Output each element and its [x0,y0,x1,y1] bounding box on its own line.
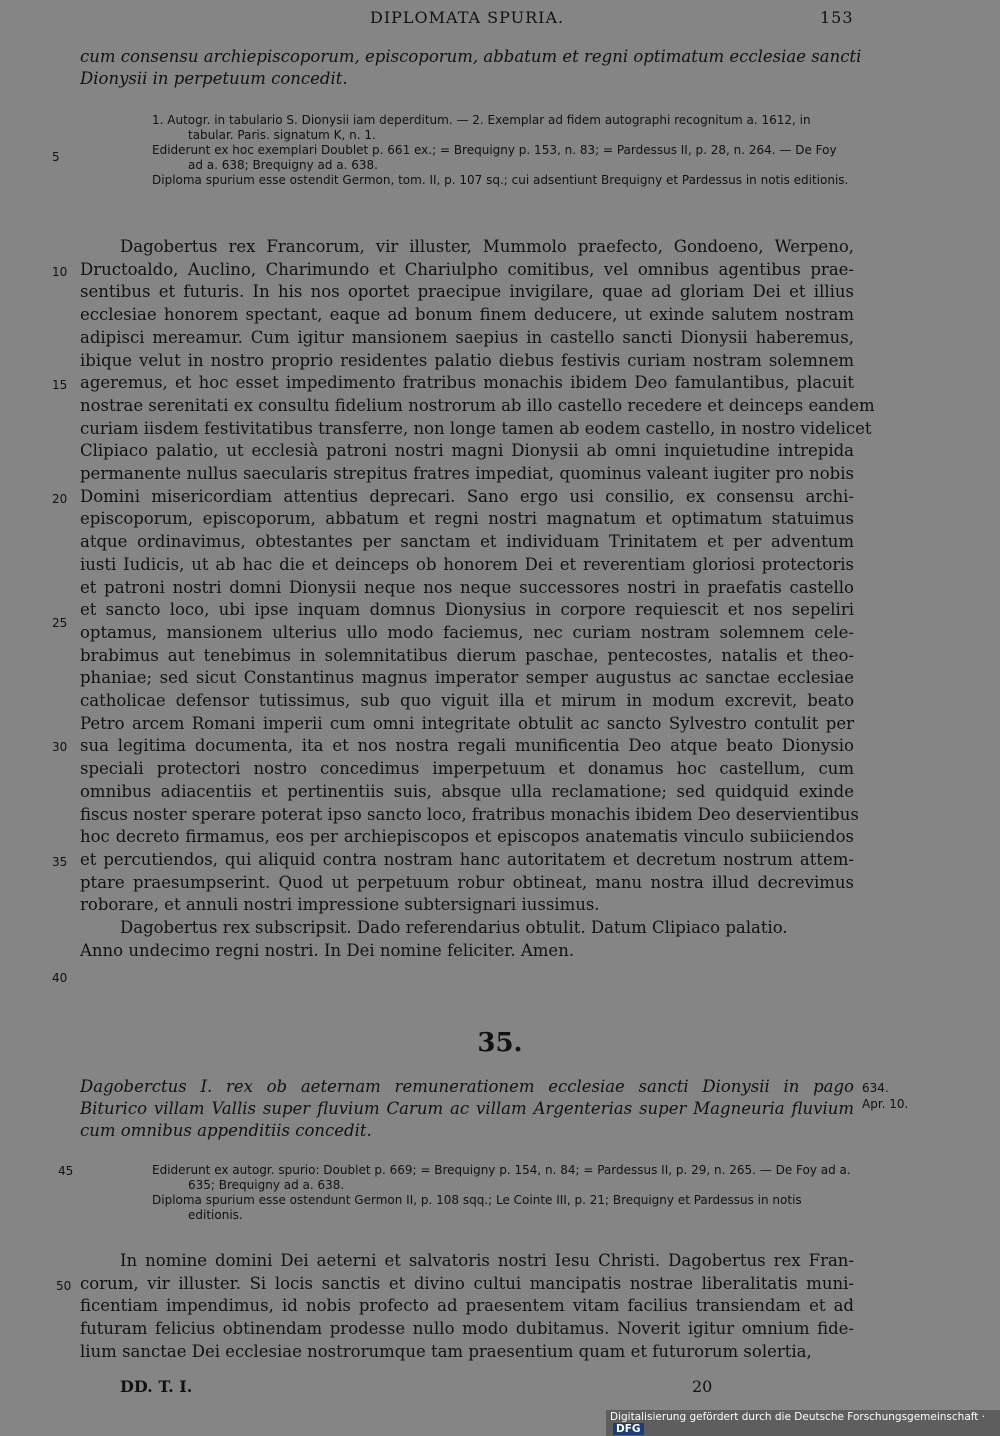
line-number: 15 [52,378,68,392]
charter-text [80,236,875,963]
text-line: Dagobertus rex Francorum, vir illuster, Mummolo praefecto, Gondoeno, Werpeno, [120,237,854,256]
text-line: ageremus, et hoc esset impedimento fratribus monachis ibidem Deo famulantibus, placuit [80,373,854,393]
line-number: 5 [52,150,60,164]
line-number: 20 [52,492,68,506]
running-header [0,8,1000,30]
text-line: futuram felicius obtinendam prodesse nullo modo dubitamus. Noverit igitur omnium fide- [80,1319,854,1339]
text-line: Dagobertus rex subscripsit. Dado referendarius obtulit. Datum Clipiaco palatio. [120,918,788,938]
note-item: Ediderunt ex hoc exemplari Doublet p. 661 ex.; = Brequigny p. 153, n. 83; = Pardessus II, p. 28, n. 264. — De Foy ad a. 638; Brequigny ad a. 638. [152,143,837,172]
text-line: et percutiendos, qui aliquid contra nostram hanc autoritatem et decretum nostrum attem- [80,849,854,869]
text-line: ecclesiae honorem spectant, eaque ad bonum finem deducere, ut exinde salutem nostram [80,305,854,325]
text-line: permanente nullus saecularis strepitus fratres impediat, quominus valeant iugiter pro nobis [80,464,854,484]
text-line: optamus, mansionem ulterius ullo modo faciemus, nec curiam nostram solemnem cele- [80,622,854,642]
preceding-title [80,46,862,90]
text-line: brabimus aut tenebimus in solemnitatibus dierum paschae, pentecostes, natalis et theo- [80,645,854,665]
critical-notes-35 [152,1163,852,1223]
funding-text: Digitalisierung gefördert durch die Deutsche Forschungsgemeinschaft · [610,1411,986,1423]
text-line: omnibus adiacentiis et pertinentiis suis, absque ulla reclamatione; sed quidquid exinde [80,781,854,801]
note-item: Diploma spurium esse ostendunt Germon II, p. 108 sqq.; Le Cointe III, p. 21; Brequigny et Pardessus in notis editionis. [152,1193,802,1222]
text-line: adipisci mereamur. Cum igitur mansionem saepius in castello sancti Dionysii haberemus, [80,327,854,347]
text-line: catholicae defensor tutissimus, sub quo viguit illa et mirum in modum excrevit, beato [80,691,854,711]
text-line: ficentiam impendimus, id nobis profecto ad praesentem vitam facilius transiendam et ad [80,1296,854,1316]
margin-date [862,1080,908,1112]
line-number: 10 [52,265,68,279]
text-line: phaniae; sed sicut Constantinus magnus imperator semper augustus ac sanctae ecclesiae [80,668,854,688]
text-line: In nomine domini Dei aeterni et salvatoris nostri Iesu Christi. Dagobertus rex Fran- [120,1251,854,1270]
text-line: hoc decreto firmamus, eos per archiepiscopos et episcopos anatematis vinculo subiiciendos [80,827,854,847]
note-item: Ediderunt ex autogr. spurio: Doublet p. 669; = Brequigny p. 154, n. 84; = Pardessus II, p. 29, n. 265. — De Foy ad a. 635; Brequigny ad a. 638. [152,1163,851,1192]
text-line: Clipiaco palatio, ut ecclesià patroni nostri magni Dionysii ab omni inquietudine intrepida [80,441,854,461]
page-number: 153 [820,8,854,27]
intro-line: cum consensu archiepiscoporum, episcoporum, abbatum et regni optimatum ecclesiae sancti [80,47,862,66]
text-line: Petro arcem Romani imperii cum omni integritate obtulit ac sancto Sylvestro contulit per [80,713,854,733]
document-title [80,1076,854,1142]
text-line: speciali protectori nostro concedimus imperpetuum et donamus hoc castellum, cum [80,759,854,779]
text-line: Anno undecimo regni nostri. In Dei nomine feliciter. Amen. [80,940,575,960]
text-line: et patroni nostri domni Dionysii neque nos neque successores nostri in praefatis castello [80,577,854,597]
text-line: atque ordinavimus, obtestantes per sanctam et individuam Trinitatem et per adventum [80,532,854,552]
text-line: Domini misericordiam attentius deprecari. Sano ergo usi consilio, ex consensu archi- [80,486,854,506]
note-item: 1. Autogr. in tabulario S. Dionysii iam deperditum. — 2. Exemplar ad fidem autographi recognitum a. 1612, in tabular. Paris. signatum K, n. 1. [152,113,811,142]
line-number: 50 [56,1279,72,1293]
note-item: Diploma spurium esse ostendit Germon, tom. II, p. 107 sq.; cui adsentiunt Brequigny et Pardessus in notis editionis. [152,173,849,187]
text-line: roborare, et annuli nostri impressione subtersignari iussimus. [80,895,600,915]
charter-text-35 [80,1250,854,1364]
text-line: sentibus et futuris. In his nos oportet praecipue invigilare, quae ad gloriam Dei et illius [80,282,854,302]
text-line: curiam iisdem festivitatibus transferre, non longe tamen ab eodem castello, in nostro videlicet [80,418,872,438]
text-line: fiscus noster sperare poterat ipso sancto loco, fratribus monachis ibidem Deo deservientibus [80,804,859,824]
line-number: 45 [58,1164,74,1178]
text-line: nostrae serenitati ex consultu fidelium nostrorum ab illo castello recedere et deinceps eandem [80,395,875,415]
date-year: 634. [862,1081,889,1095]
date-day: Apr. 10. [862,1097,909,1111]
running-title: DIPLOMATA SPURIA. [370,8,565,27]
text-line: episcoporum, episcoporum, abbatum et regni nostri magnatum et optimatum statuimus [80,509,854,529]
line-number: 30 [52,740,68,754]
text-line: ptare praesumpserint. Quod ut perpetuum robur obtineat, manu nostra illud decrevimus [80,872,854,892]
line-number: 40 [52,971,68,985]
signature-mark: DD. T. I. [120,1377,193,1396]
sheet-number: 20 [692,1377,713,1396]
line-number: 25 [52,616,68,630]
line-number: 35 [52,855,68,869]
document-number: 35. [477,1028,523,1058]
text-line: corum, vir illuster. Si locis sanctis et divino cultui mancipatis nostrae liberalitatis muni- [80,1273,854,1293]
title-line: cum omnibus appenditiis concedit. [80,1121,372,1140]
text-line: ibique velut in nostro proprio residentes palatio diebus festivis curiam nostram solemnem [80,350,854,370]
funding-notice [606,1410,1000,1436]
text-line: iusti Iudicis, ut ab hac die et deinceps ob honorem Dei et reverentiam gloriosi protectoris [80,554,854,574]
dfg-logo: DFG [613,1423,644,1435]
text-line: lium sanctae Dei ecclesiae nostrorumque tam praesentium quam et futurorum solertia, [80,1341,812,1361]
title-line: Dagoberctus I. rex ob aeternam remunerationem ecclesiae sancti Dionysii in pago [80,1077,854,1096]
text-line: sua legitima documenta, ita et nos nostra regali munificentia Deo atque beato Dionysio [80,736,854,756]
text-line: Dructoaldo, Auclino, Charimundo et Chariulpho comitibus, vel omnibus agentibus prae- [80,259,854,279]
intro-line: Dionysii in perpetuum concedit. [80,69,348,88]
title-line: Biturico villam Vallis super fluvium Carum ac villam Argenterias super Magneuria fluvium [80,1099,854,1118]
text-line: et sancto loco, ubi ipse inquam domnus Dionysius in corpore requiescit et nos sepeliri [80,600,854,620]
critical-notes [152,113,852,188]
